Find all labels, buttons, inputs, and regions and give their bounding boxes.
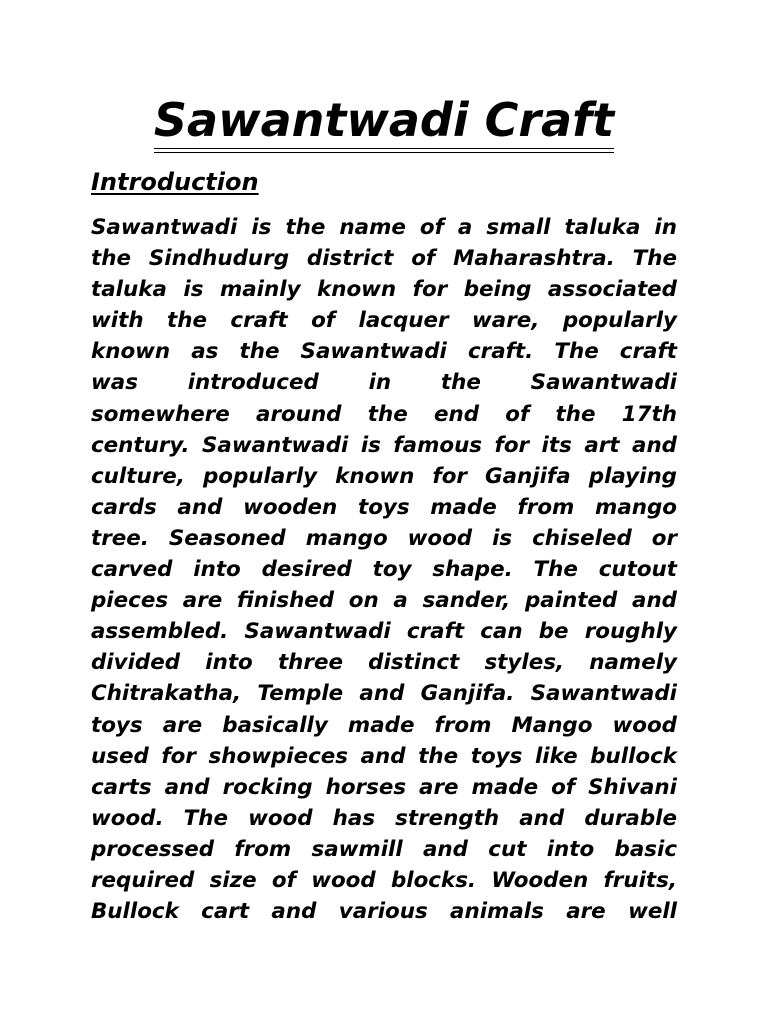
body-line: taluka is mainly known for being associated bbox=[91, 277, 677, 303]
page-title-text: Sawantwadi Craft bbox=[154, 92, 614, 152]
body-line: with the craft of lacquer ware, popularly bbox=[91, 308, 677, 334]
body-line: assembled. Sawantwadi craft can be roughly bbox=[91, 619, 677, 645]
body-line: carts and rocking horses are made of Shivani bbox=[91, 774, 677, 800]
body-line: toys are basically made from Mango wood bbox=[91, 712, 677, 738]
body-line: Sawantwadi is the name of a small taluka in bbox=[91, 215, 677, 240]
body-line: culture, popularly known for Ganjifa playing bbox=[91, 463, 677, 489]
body-line: known as the Sawantwadi craft. The craft bbox=[91, 339, 677, 365]
body-line: tree. Seasoned mango wood is chiseled or bbox=[91, 525, 677, 551]
body-line: wood. The wood has strength and durable bbox=[91, 805, 677, 831]
page-title bbox=[0, 92, 768, 152]
body-line: used for showpieces and the toys like bullock bbox=[91, 743, 677, 769]
body-line: carved into desired toy shape. The cutout bbox=[91, 557, 677, 583]
body-line: divided into three distinct styles, namely bbox=[91, 650, 677, 676]
body-line: the Sindhudurg district of Maharashtra. The bbox=[91, 246, 677, 272]
body-line: Chitrakatha, Temple and Ganjifa. Sawantwadi bbox=[91, 681, 677, 707]
body-line: required size of wood blocks. Wooden fruits, bbox=[91, 867, 677, 893]
body-line: Bullock cart and various animals are well bbox=[91, 899, 677, 925]
body-line: processed from sawmill and cut into basic bbox=[91, 836, 677, 862]
body-line: cards and wooden toys made from mango bbox=[91, 494, 677, 520]
section-heading: Introduction bbox=[91, 168, 259, 196]
body-line: was introduced in the Sawantwadi bbox=[91, 370, 677, 396]
body-line: pieces are finished on a sander, painted and bbox=[91, 588, 677, 614]
body-line: somewhere around the end of the 17th bbox=[91, 401, 677, 427]
body-paragraph bbox=[91, 212, 677, 927]
body-line: century. Sawantwadi is famous for its art and bbox=[91, 432, 677, 458]
